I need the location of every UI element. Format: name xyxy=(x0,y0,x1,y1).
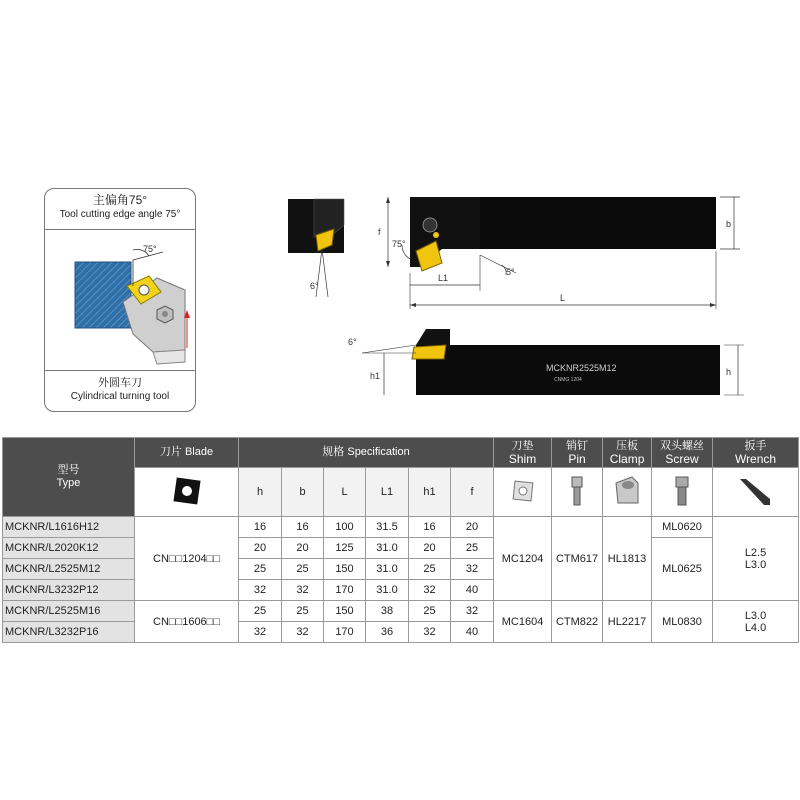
side-view-drawing xyxy=(340,325,760,405)
cell-type: MCKNR/L2525M16 xyxy=(3,601,135,622)
cell-f: 20 xyxy=(451,517,494,538)
cell-shim-group1: MC1204 xyxy=(494,517,552,601)
cell-h: 16 xyxy=(239,517,282,538)
cell-L1: 38 xyxy=(366,601,409,622)
cell-b: 32 xyxy=(282,580,324,601)
dim-head-f: f xyxy=(451,468,494,517)
side-angle: 6° xyxy=(348,337,357,347)
cell-b: 25 xyxy=(282,559,324,580)
card-header xyxy=(45,189,195,230)
clamp-picture-cell xyxy=(603,468,652,517)
cell-L1: 31.0 xyxy=(366,538,409,559)
card-footer-cn: 外圆车刀 xyxy=(98,377,142,389)
dim-head-L1: L1 xyxy=(366,468,409,517)
dim-head-L: L xyxy=(324,468,366,517)
cell-wrench-group2: L3.0 L4.0 xyxy=(713,601,799,643)
cell-L1: 36 xyxy=(366,622,409,643)
top-view-drawing xyxy=(270,185,760,315)
side-insert xyxy=(412,345,446,359)
col-type-cn: 型号 xyxy=(57,464,80,476)
cell-L: 150 xyxy=(324,559,366,580)
cell-L: 170 xyxy=(324,622,366,643)
workpiece-shape xyxy=(75,262,131,328)
dim-head-b: b xyxy=(282,468,324,517)
wrench-picture-cell xyxy=(713,468,799,517)
blade-picture-cell xyxy=(135,468,239,517)
col-screw: 双头螺丝 Screw xyxy=(652,438,713,468)
cell-f: 25 xyxy=(451,538,494,559)
dim-h1: h1 xyxy=(370,371,381,381)
cell-type: MCKNR/L3232P12 xyxy=(3,580,135,601)
wrench-icon xyxy=(734,473,778,509)
side-marking-sub: CNMG 1204 xyxy=(554,377,582,383)
shank-top xyxy=(480,197,716,249)
dim-angle-75: 75° xyxy=(392,239,406,249)
cell-type: MCKNR/L2020K12 xyxy=(3,538,135,559)
cell-blade-group1: CN□□1204□□ xyxy=(135,517,239,601)
col-pin: 销钉 Pin xyxy=(552,438,603,468)
col-clamp: 压板 Clamp xyxy=(603,438,652,468)
cell-b: 16 xyxy=(282,517,324,538)
cell-clamp-group1: HL1813 xyxy=(603,517,652,601)
col-shim: 刀垫 Shim xyxy=(494,438,552,468)
cell-L1: 31.5 xyxy=(366,517,409,538)
cell-h: 20 xyxy=(239,538,282,559)
card-angle-label: 75° xyxy=(143,244,157,254)
card-footer xyxy=(45,370,195,411)
cell-type: MCKNR/L2525M12 xyxy=(3,559,135,580)
screw-picture-cell xyxy=(652,468,713,517)
card-title-cn: 主偏角75° xyxy=(92,193,148,207)
cell-b: 32 xyxy=(282,622,324,643)
cell-screw-group2: ML0830 xyxy=(652,601,713,643)
cell-L: 170 xyxy=(324,580,366,601)
dim-L1: L1 xyxy=(438,273,449,283)
cell-h1: 25 xyxy=(409,601,451,622)
cell-type: MCKNR/L3232P16 xyxy=(3,622,135,643)
cell-wrench-group1: L2.5 L3.0 xyxy=(713,517,799,601)
end-view-angle: 6° xyxy=(310,281,319,291)
cell-h1: 25 xyxy=(409,559,451,580)
blade-icon xyxy=(169,473,205,509)
dim-head-h1: h1 xyxy=(409,468,451,517)
cell-h1: 32 xyxy=(409,580,451,601)
cell-h1: 16 xyxy=(409,517,451,538)
clamp-icon xyxy=(610,473,644,509)
cell-L: 125 xyxy=(324,538,366,559)
cell-type: MCKNR/L1616H12 xyxy=(3,517,135,538)
cell-L: 100 xyxy=(324,517,366,538)
cell-shim-group2: MC1604 xyxy=(494,601,552,643)
cell-f: 32 xyxy=(451,559,494,580)
dim-head-h: h xyxy=(239,468,282,517)
col-blade: 刀片 Blade xyxy=(135,438,239,468)
cell-screw-r1: ML0620 xyxy=(652,517,713,538)
cell-h: 32 xyxy=(239,580,282,601)
pin-picture-cell xyxy=(552,468,603,517)
cell-h1: 20 xyxy=(409,538,451,559)
cell-h: 25 xyxy=(239,559,282,580)
col-type xyxy=(3,438,135,517)
cutting-angle-illustration xyxy=(45,230,195,370)
col-wrench: 扳手 Wrench xyxy=(713,438,799,468)
cell-h: 32 xyxy=(239,622,282,643)
side-marking: MCKNR2525M12 xyxy=(546,363,617,373)
cell-f: 32 xyxy=(451,601,494,622)
shim-icon xyxy=(508,476,538,506)
cell-L1: 31.0 xyxy=(366,559,409,580)
cell-f: 40 xyxy=(451,622,494,643)
dim-f: f xyxy=(378,227,381,237)
cell-h1: 32 xyxy=(409,622,451,643)
dim-b: b xyxy=(726,219,732,229)
cell-screw-r2-4: ML0625 xyxy=(652,538,713,601)
card-title-en: Tool cutting edge angle 75° xyxy=(59,209,181,220)
dim-L: L xyxy=(560,293,566,303)
table-row xyxy=(3,538,799,559)
cell-clamp-group2: HL2217 xyxy=(603,601,652,643)
cell-h: 25 xyxy=(239,601,282,622)
spec-table xyxy=(2,437,799,643)
cutting-angle-card xyxy=(44,188,196,412)
head-side xyxy=(416,329,450,345)
shim-picture-cell xyxy=(494,468,552,517)
cell-b: 25 xyxy=(282,601,324,622)
cell-blade-group2: CN□□1606□□ xyxy=(135,601,239,643)
col-spec: 规格 Specification xyxy=(239,438,494,468)
col-type-en: Type xyxy=(56,477,81,489)
cell-pin-group1: CTM617 xyxy=(552,517,603,601)
pin-icon xyxy=(562,473,592,509)
table-row xyxy=(3,601,799,622)
card-footer-en: Cylindrical turning tool xyxy=(70,391,170,402)
dim-h: h xyxy=(726,367,732,377)
cell-L1: 31.0 xyxy=(366,580,409,601)
cell-f: 40 xyxy=(451,580,494,601)
cell-pin-group2: CTM822 xyxy=(552,601,603,643)
dim-angle-5: 5° xyxy=(506,267,515,277)
cell-b: 20 xyxy=(282,538,324,559)
cell-L: 150 xyxy=(324,601,366,622)
screw-icon xyxy=(667,473,697,509)
table-row xyxy=(3,517,799,538)
